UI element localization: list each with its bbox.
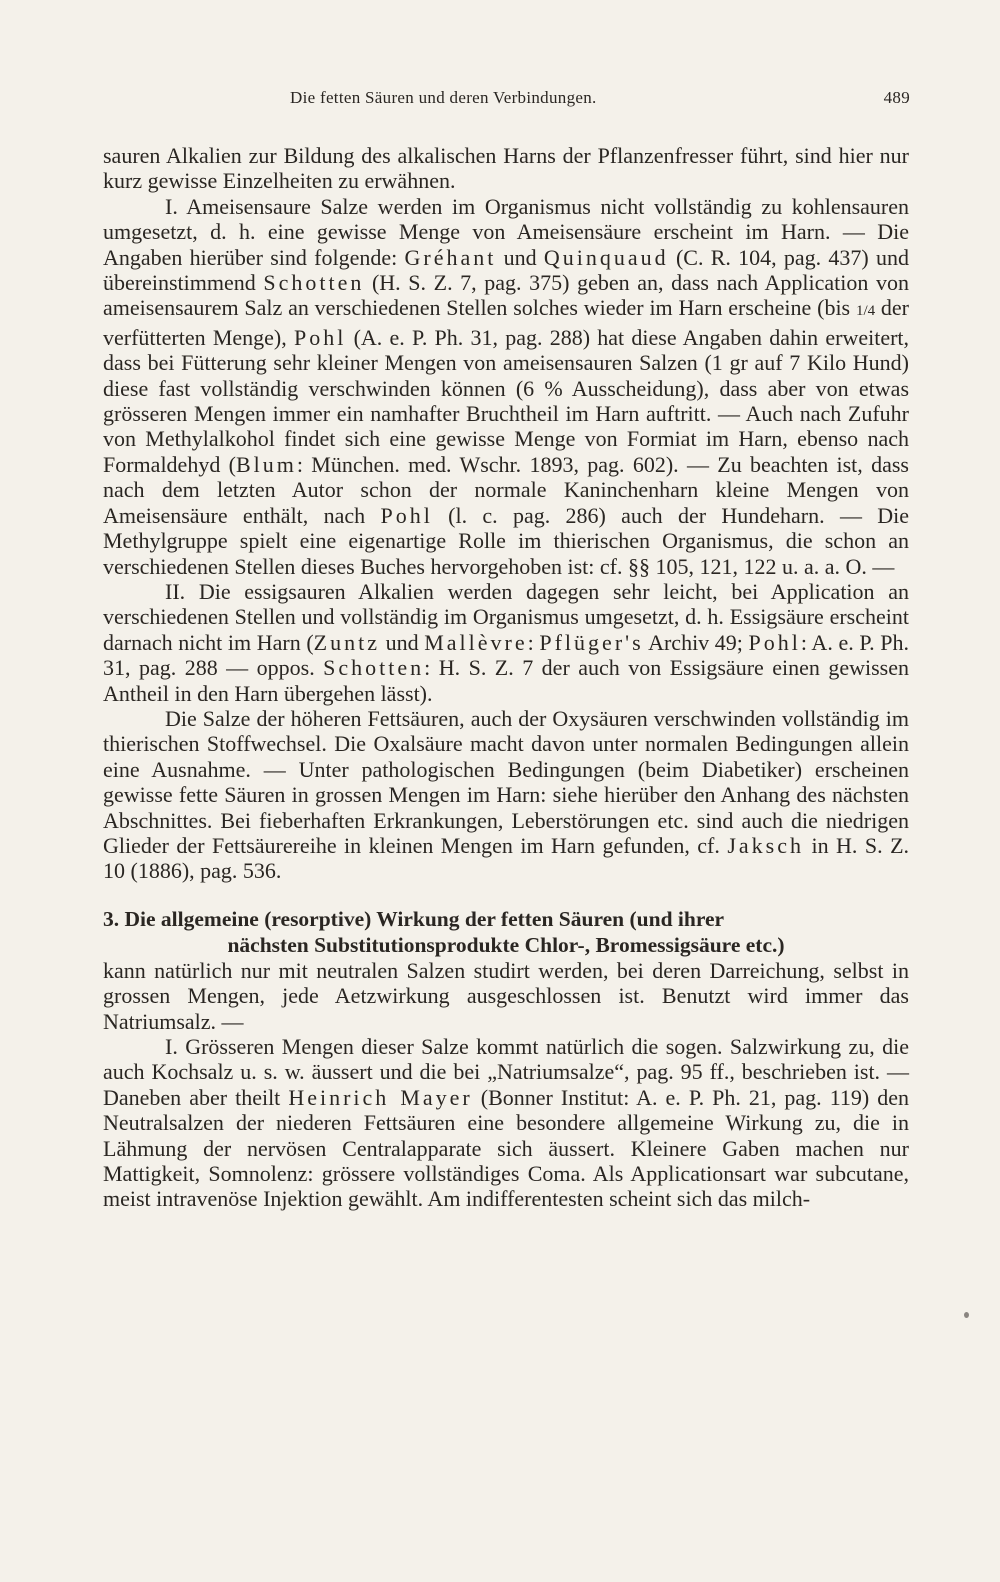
author-name: Zuntz bbox=[313, 629, 380, 655]
author-name: Blum bbox=[235, 451, 297, 477]
author-name: Mallèvre bbox=[424, 629, 528, 655]
author-name: Schotten bbox=[263, 270, 365, 296]
paragraph-higher-fatty-acids: Die Salze der höheren Fettsäuren, auch der Oxysäuren verschwinden vollständig im thierischen Stoffwechsel. Die Oxalsäure macht davon unter normalen Bedingungen allein eine Ausnahme. — Unter pathologischen Bedingungen (beim Diabetiker) erscheinen gewisse fette Säuren in grossen Mengen im Harn: siehe hierüber den Anhang des nächsten Abschnittes. Bei fieberhaften Erkrankungen, Leberstörungen etc. sind auch die niedrigen Glieder der Fettsäurereihe in kleinen Mengen im Harn gefunden, cf. Jaksch in H. S. Z. 10 (1886), pag. 536. bbox=[103, 705, 910, 884]
paragraph-acetic-acid: II. Die essigsauren Alkalien werden dagegen sehr leicht, bei Application an verschiedenen Stellen und vollständig im Organismus umgesetzt, d. h. Essigsäure erscheint darnach nicht im Harn (Zuntz und Mallèvre: Pflüger's Archiv 49; Pohl: A. e. P. Ph. 31, pag. 288 — oppos. Schotten: H. S. Z. 7 der auch von Essigsäure einen gewissen Antheil in den Harn übergehen lässt). bbox=[103, 578, 910, 706]
author-name: Gréhant bbox=[404, 244, 497, 270]
margin-speck bbox=[964, 1312, 969, 1318]
author-name: Pohl bbox=[294, 324, 347, 350]
body-text bbox=[103, 143, 909, 1212]
section-heading bbox=[103, 906, 909, 958]
paragraph-continuation: sauren Alkalien zur Bildung des alkalischen Harns der Pflanzenfresser führt, sind hier nur kurz gewisse Einzelheiten zu erwähnen. bbox=[103, 143, 909, 194]
author-name: Pohl bbox=[380, 502, 433, 528]
paragraph-after-heading: kann natürlich nur mit neutralen Salzen studirt werden, bei deren Darreichung, selbst in grossen Mengen, jede Aetzwirkung ausgeschlossen ist. Benutzt wird immer das Natriumsalz. — bbox=[103, 957, 909, 1034]
author-name: Quinquaud bbox=[543, 244, 669, 270]
author-name: Schotten bbox=[323, 655, 425, 681]
author-name: Pflüger's bbox=[539, 629, 644, 655]
author-name: Jaksch bbox=[727, 832, 804, 858]
fraction: 1/4 bbox=[855, 303, 876, 320]
running-title: Die fetten Säuren und deren Verbindungen. bbox=[290, 88, 597, 107]
page-number: 489 bbox=[883, 88, 910, 107]
author-name: Pohl bbox=[748, 629, 801, 655]
author-name: Heinrich Mayer bbox=[288, 1084, 473, 1110]
section-heading-line-1: 3. Die allgemeine (resorptive) Wirkung der fetten Säuren (und ihrer bbox=[103, 906, 725, 931]
section-heading-line-2: nächsten Substitutionsprodukte Chlor-, Bromessigsäure etc.) bbox=[227, 932, 785, 957]
paragraph-formic-acid: I. Ameisensaure Salze werden im Organismus nicht vollständig zu kohlensauren umgesetzt, d. h. eine gewisse Menge von Ameisensäure erscheint im Harn. — Die Angaben hierüber sind folgende: Gréhant und Quinquaud (C. R. 104, pag. 437) und übereinstimmend Schotten (H. S. Z. 7, pag. 375) geben an, dass nach Application von ameisensaurem Salz an verschiedenen Stellen solches wieder im Harn erscheine (bis 1/4 der verfütterten Menge), Pohl (A. e. P. Ph. 31, pag. 288) hat diese Angaben dahin erweitert, dass bei Fütterung sehr kleiner Mengen von ameisensauren Salzen (1 gr auf 7 Kilo Hund) diese fast vollständig verschwinden können (6 % Ausscheidung), dass aber von etwas grösseren Mengen immer ein namhafter Bruchtheil im Harn auftritt. — Auch nach Zufuhr von Methylalkohol findet sich eine gewisse Menge von Formiat im Harn, ebenso nach Formaldehyd (Blum: München. med. Wschr. 1893, pag. 602). — Zu beachten ist, dass nach dem letzten Autor schon der normale Kaninchenharn kleine Mengen von Ameisensäure enthält, nach Pohl (l. c. pag. 286) auch der Hundeharn. — Die Methylgruppe spielt eine eigenartige Rolle im thierischen Organismus, die schon an verschiedenen Stellen dieses Buches hervorgehoben ist: cf. §§ 105, 121, 122 u. a. a. O. — bbox=[103, 193, 910, 579]
paragraph-salt-effect: I. Grösseren Mengen dieser Salze kommt natürlich die sogen. Salzwirkung zu, die auch Kochsalz u. s. w. äussert und die bei „Natriumsalze“, pag. 95 ff., beschrieben ist. — Daneben aber theilt Heinrich Mayer (Bonner Institut: A. e. P. Ph. 21, pag. 119) den Neutralsalzen der niederen Fettsäuren eine besondere allgemeine Wirkung zu, die in Lähmung der nervösen Centralapparate sich äussert. Kleinere Gaben machen nur Mattigkeit, Somnolenz: grössere vollständiges Coma. Als Applicationsart war subcutane, meist intravenöse Injektion gewählt. Am indifferentesten scheint sich das milch- bbox=[103, 1034, 909, 1212]
